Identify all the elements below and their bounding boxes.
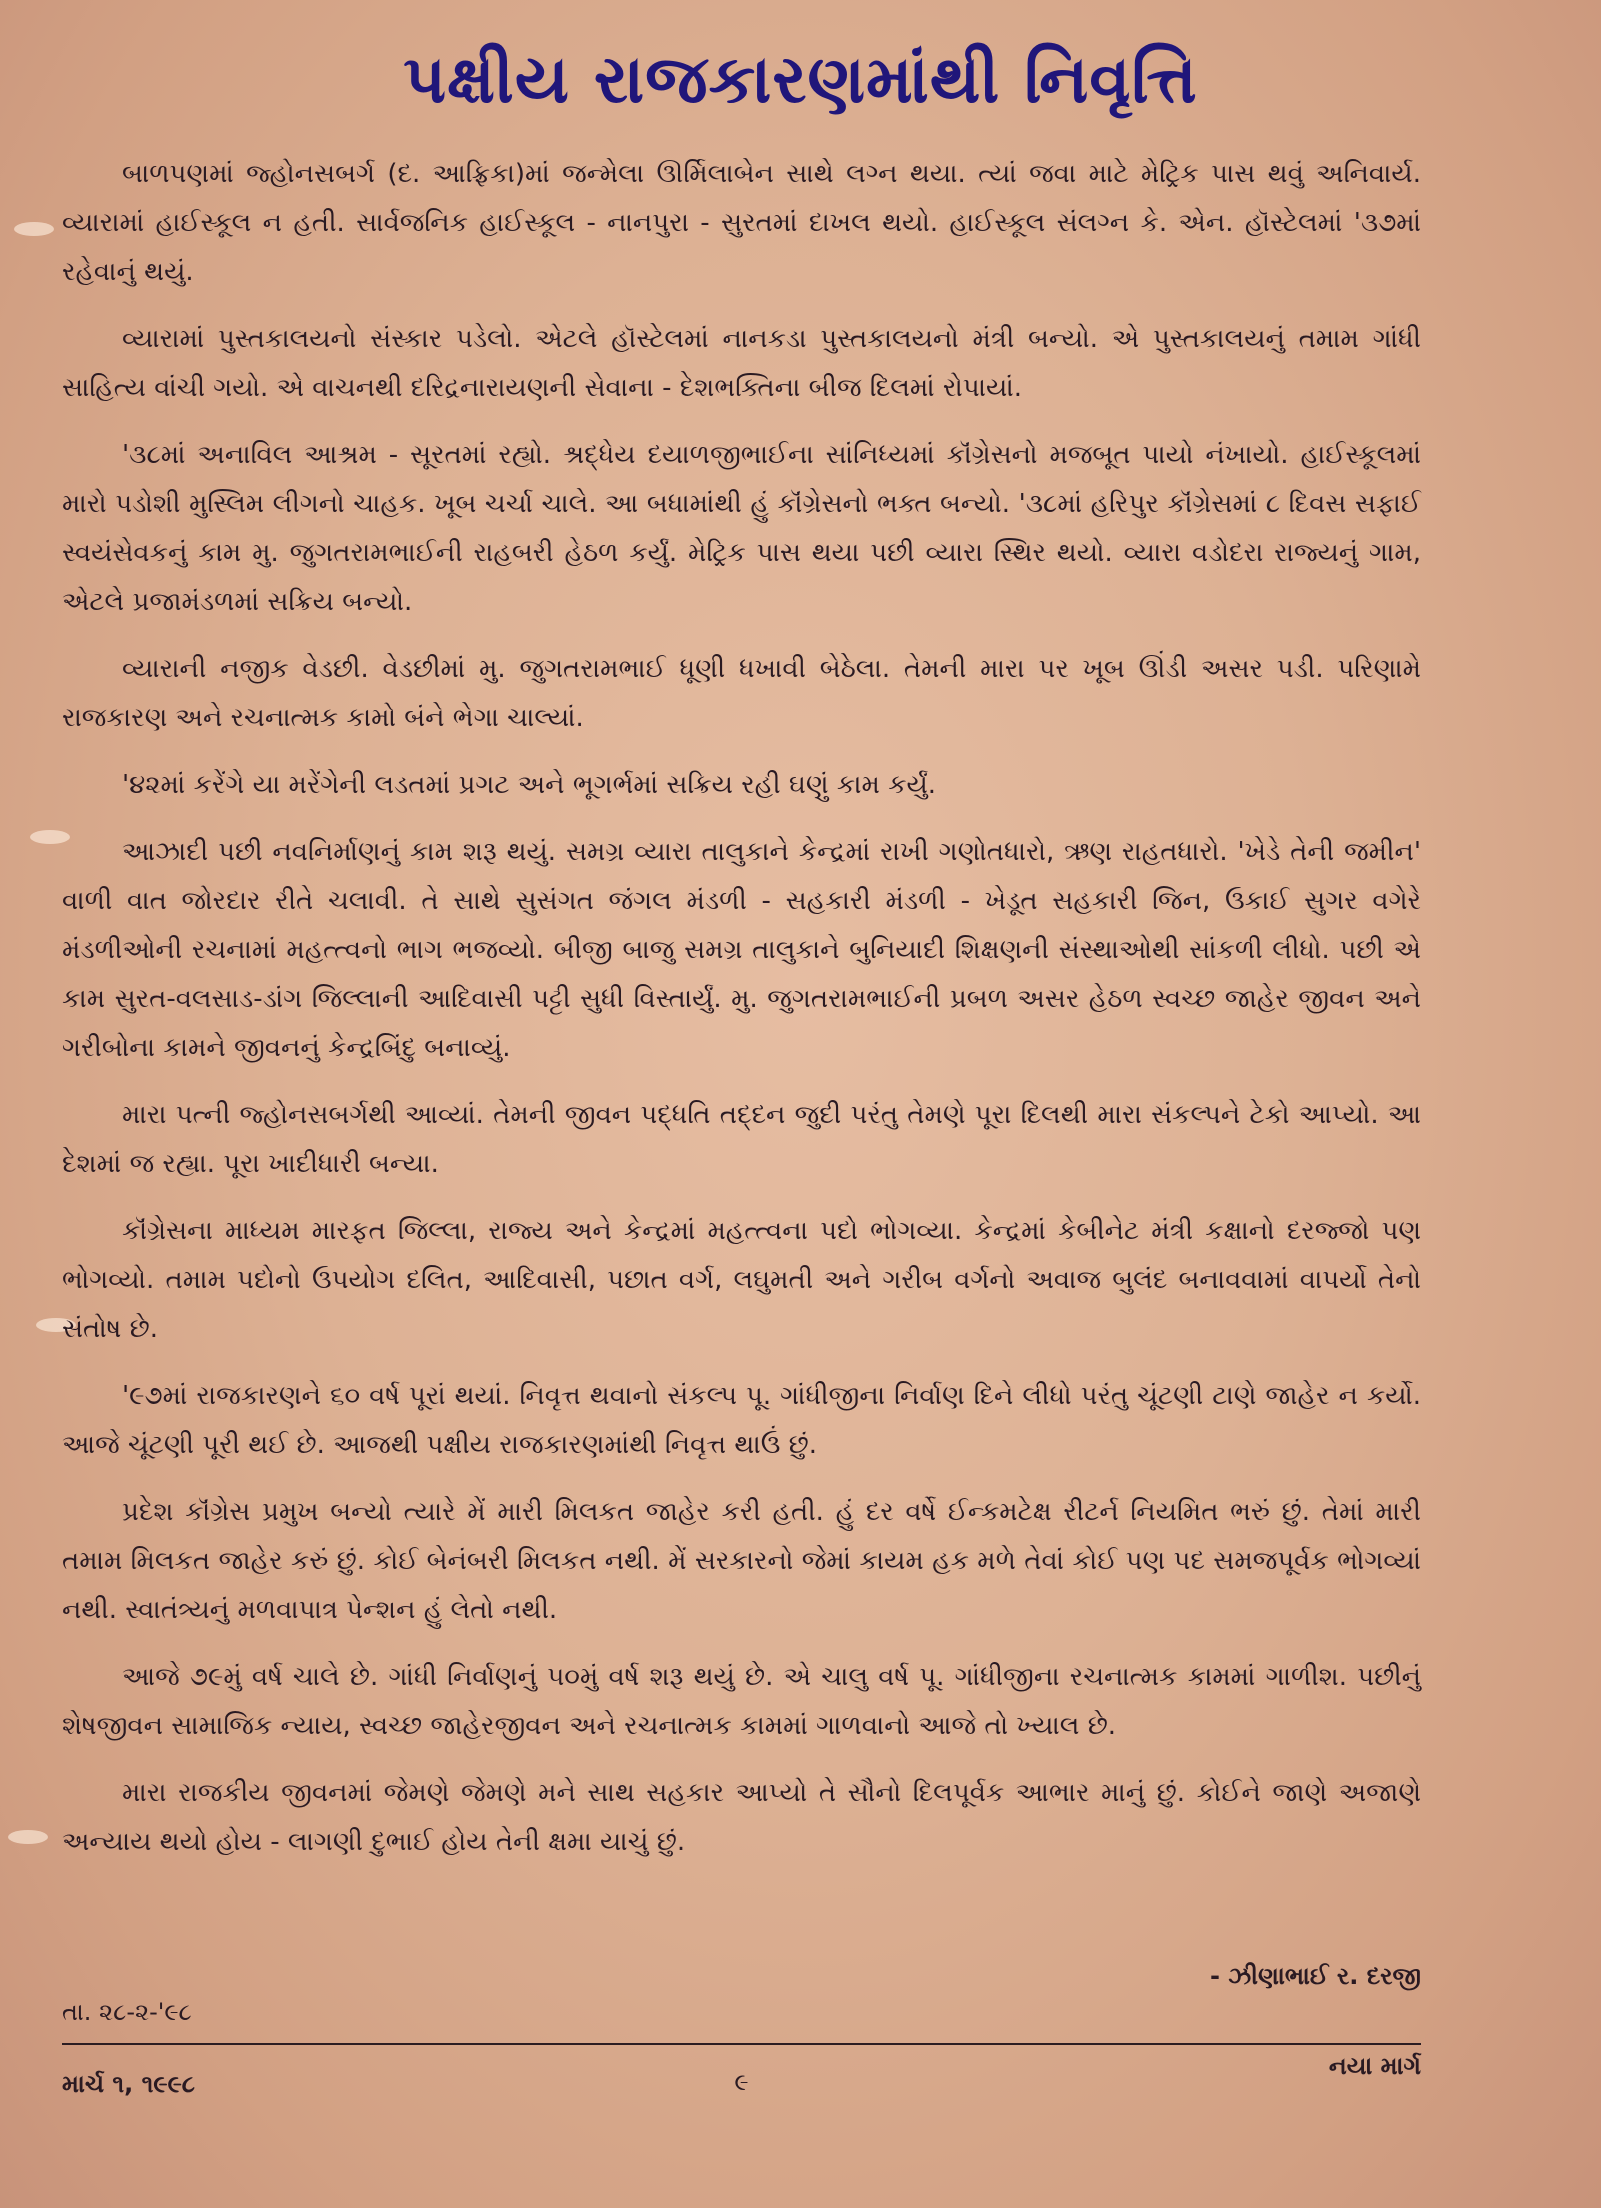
issue-date: માર્ચ ૧, ૧૯૯૮ (62, 2070, 195, 2098)
paragraph: '૯૭માં રાજકારણને ૬૦ વર્ષ પૂરાં થયાં. નિવૃત્ત થવાનો સંકલ્પ પૂ. ગાંધીજીના નિર્વાણ દિને લીધો પરંતુ ચૂંટણી ટાણે જાહેર ન કર્યો. આજે ચૂંટણી પૂરી થઈ છે. આજથી પક્ષીય રાજકારણમાંથી નિવૃત્ત થાઉં છું. (62, 1381, 1421, 1460)
paragraph: વ્યારાની નજીક વેડછી. વેડછીમાં મુ. જુગતરામભાઈ ધૂણી ધખાવી બેઠેલા. તેમની મારા પર ખૂબ ઊંડી અસર પડી. પરિણામે રાજકારણ અને રચનાત્મક કામો બંને ભેગા ચાલ્યાં. (62, 654, 1421, 733)
paragraph: મારા પત્ની જ્હોનસબર્ગથી આવ્યાં. તેમની જીવન પદ્ધતિ તદ્દન જુદી પરંતુ તેમણે પૂરા દિલથી મારા સંકલ્પને ટેકો આપ્યો. આ દેશમાં જ રહ્યા. પૂરા ખાદીધારી બન્યા. (62, 1100, 1421, 1179)
paper-damage-mark (14, 222, 54, 236)
paragraph: પ્રદેશ કૉંગ્રેસ પ્રમુખ બન્યો ત્યારે મેં મારી મિલકત જાહેર કરી હતી. હું દર વર્ષે ઈન્કમટેક્ષ રીટર્ન નિયમિત ભરું છું. તેમાં મારી તમામ મિલકત જાહેર કરું છું. કોઈ બેનંબરી મિલકત નથી. મેં સરકારનો જેમાં કાયમ હક મળે તેવાં કોઈ પણ પદ સમજપૂર્વક ભોગવ્યાં નથી. સ્વાતંત્ર્યનું મળવાપાત્ર પેન્શન હું લેતો નથી. (62, 1497, 1421, 1625)
paragraph: '૪૨માં કરેંગે યા મરેંગેની લડતમાં પ્રગટ અને ભૂગર્ભમાં સક્રિય રહી ઘણું કામ કર્યું. (122, 770, 937, 800)
paragraph: કૉંગ્રેસના માધ્યમ મારફત જિલ્લા, રાજ્ય અને કેન્દ્રમાં મહત્ત્વના પદો ભોગવ્યા. કેન્દ્રમાં કેબીનેટ મંત્રી કક્ષાનો દરજ્જો પણ ભોગવ્યો. તમામ પદોનો ઉપયોગ દલિત, આદિવાસી, પછાત વર્ગ, લઘુમતી અને ગરીબ વર્ગનો અવાજ બુલંદ બનાવવામાં વાપર્યો તેનો સંતોષ છે. (62, 1216, 1421, 1344)
paragraph: મારા રાજકીય જીવનમાં જેમણે જેમણે મને સાથ સહકાર આપ્યો તે સૌનો દિલપૂર્વક આભાર માનું છું. કોઈને જાણે અજાણે અન્યાય થયો હોય - લાગણી દુભાઈ હોય તેની ક્ષમા યાચું છું. (62, 1778, 1421, 1857)
article-date: તા. ૨૮-૨-'૯૮ (62, 1998, 192, 2026)
footer-divider (62, 2043, 1421, 2045)
page-number: ૯ (734, 2068, 749, 2096)
paper-damage-mark (8, 1830, 48, 1844)
article-body (62, 150, 1421, 1885)
author-signature: - ઝીણાભાઈ ર. દરજી (1209, 1962, 1421, 1990)
paragraph: આઝાદી પછી નવનિર્માણનું કામ શરૂ થયું. સમગ્ર વ્યારા તાલુકાને કેન્દ્રમાં રાખી ગણોતધારો, ઋણ રાહતધારો. 'ખેડે તેની જમીન' વાળી વાત જોરદાર રીતે ચલાવી. તે સાથે સુસંગત જંગલ મંડળી - સહકારી મંડળી - ખેડૂત સહકારી જિન, ઉકાઈ સુગર વગેરે મંડળીઓની રચનામાં મહત્ત્વનો ભાગ ભજવ્યો. બીજી બાજુ સમગ્ર તાલુકાને બુનિયાદી શિક્ષણની સંસ્થાઓથી સાંકળી લીધો. પછી એ કામ સુરત-વલસાડ-ડાંગ જિલ્લાની આદિવાસી પટ્ટી સુધી વિસ્તાર્યું. મુ. જુગતરામભાઈની પ્રબળ અસર હેઠળ સ્વચ્છ જાહેર જીવન અને ગરીબોના કામને જીવનનું કેન્દ્રબિંદુ બનાવ્યું. (62, 837, 1421, 1063)
article-title: પક્ષીય રાજકારણમાંથી નિવૃત્તિ (403, 40, 1198, 118)
paragraph: આજે ૭૯મું વર્ષ ચાલે છે. ગાંધી નિર્વાણનું ૫૦મું વર્ષ શરૂ થયું છે. એ ચાલુ વર્ષ પૂ. ગાંધીજીના રચનાત્મક કામમાં ગાળીશ. પછીનું શેષજીવન સામાજિક ન્યાય, સ્વચ્છ જાહેરજીવન અને રચનાત્મક કામમાં ગાળવાનો આજે તો ખ્યાલ છે. (62, 1662, 1421, 1741)
paragraph: બાળપણમાં જ્હોનસબર્ગ (દ. આફ્રિકા)માં જન્મેલા ઊર્મિલાબેન સાથે લગ્ન થયા. ત્યાં જવા માટે મેટ્રિક પાસ થવું અનિવાર્ય. વ્યારામાં હાઈસ્કૂલ ન હતી. સાર્વજનિક હાઈસ્કૂલ - નાનપુરા - સુરતમાં દાખલ થયો. હાઈસ્કૂલ સંલગ્ન કે. એન. હૉસ્ટેલમાં '૩૭માં રહેવાનું થયું. (62, 159, 1421, 287)
publication-name: નયા માર્ગ (1328, 2052, 1421, 2080)
paragraph: વ્યારામાં પુસ્તકાલયનો સંસ્કાર પડેલો. એટલે હૉસ્ટેલમાં નાનકડા પુસ્તકાલયનો મંત્રી બન્યો. એ પુસ્તકાલયનું તમામ ગાંધી સાહિત્ય વાંચી ગયો. એ વાચનથી દરિદ્રનારાયણની સેવાના - દેશભક્તિના બીજ દિલમાં રોપાયાં. (62, 324, 1421, 403)
paragraph: '૩૮માં અનાવિલ આશ્રમ - સૂરતમાં રહ્યો. શ્રદ્ધેય દયાળજીભાઈના સાંનિધ્યમાં કૉંગ્રેસનો મજબૂત પાયો નંખાયો. હાઈસ્કૂલમાં મારો પડોશી મુસ્લિમ લીગનો ચાહક. ખૂબ ચર્ચા ચાલે. આ બધામાંથી હું કૉંગ્રેસનો ભક્ત બન્યો. '૩૮માં હરિપુર કૉંગ્રેસમાં ૮ દિવસ સફાઈ સ્વયંસેવકનું કામ મુ. જુગતરામભાઈની રાહબરી હેઠળ કર્યું. મેટ્રિક પાસ થયા પછી વ્યારા સ્થિર થયો. વ્યારા વડોદરા રાજ્યનું ગામ, એટલે પ્રજામંડળમાં સક્રિય બન્યો. (62, 440, 1421, 617)
